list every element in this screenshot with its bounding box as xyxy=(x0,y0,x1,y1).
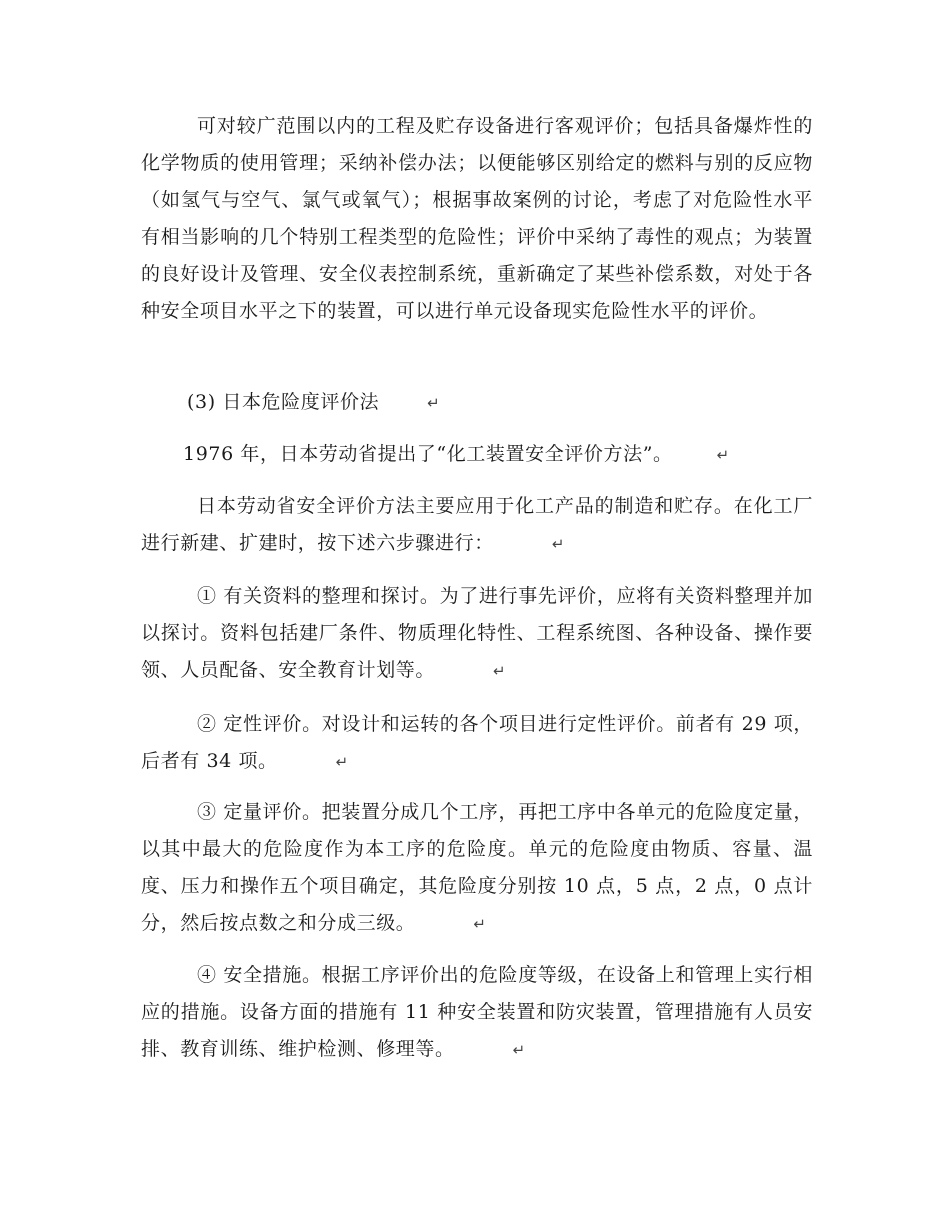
paragraph-text: ② 定性评价。对设计和运转的各个项目进行定性评价。前者有 29 项，后者有 34 项。 xyxy=(141,713,813,772)
paragraph-1976-method xyxy=(141,436,813,474)
paragraph-risk-evaluation-scope xyxy=(141,108,813,330)
paragraph-mark-icon: ↵ xyxy=(512,1041,526,1059)
paragraph-mark-icon: ↵ xyxy=(335,753,349,771)
paragraph-step-4 xyxy=(141,957,813,1069)
paragraph-text: 可对较广范围以内的工程及贮存设备进行客观评价；包括具备爆炸性的化学物质的使用管理；采纳补偿办法；以便能够区别给定的燃料与别的反应物（如氢气与空气、氯气或氧气）；根据事故案例的讨论，考虑了对危险性水平有相当影响的几个特别工程类型的危险性；评价中采纳了毒性的观点；为装置的良好设计及管理、安全仪表控制系统，重新确定了某些补偿系数，对处于各种安全项目水平之下的装置，可以进行单元设备现实危险性水平的评价。 xyxy=(141,115,813,322)
heading-japan-risk-method xyxy=(141,384,813,422)
paragraph-mark-icon: ↵ xyxy=(427,394,440,412)
paragraph-text: 日本劳动省安全评价方法主要应用于化工产品的制造和贮存。在化工厂进行新建、扩建时，按下述六步骤进行： xyxy=(141,495,813,554)
paragraph-text: ① 有关资料的整理和探讨。为了进行事先评价，应将有关资料整理并加以探讨。资料包括建厂条件、物质理化特性、工程系统图、各种设备、操作要领、人员配备、安全教育计划等。 xyxy=(141,585,813,681)
paragraph-mark-icon: ↵ xyxy=(716,446,730,464)
paragraph-text: ④ 安全措施。根据工序评价出的危险度等级，在设备上和管理上实行相应的措施。设备方面的措施有 11 种安全装置和防灾装置，管理措施有人员安排、教育训练、维护检测、修理等。 xyxy=(141,964,813,1060)
paragraph-six-steps-intro xyxy=(141,488,813,563)
heading-text: (3) 日本危险度评价法 xyxy=(187,391,380,413)
paragraph-step-3 xyxy=(141,794,813,943)
paragraph-step-2 xyxy=(141,706,813,781)
paragraph-step-1 xyxy=(141,578,813,690)
paragraph-mark-icon: ↵ xyxy=(493,662,506,680)
paragraph-text: ③ 定量评价。把装置分成几个工序，再把工序中各单元的危险度定量，以其中最大的危险度作为本工序的危险度。单元的危险度由物质、容量、温度、压力和操作五个项目确定，其危险度分别按 10 点，5 点，2 点，0 点计分，然后按点数之和分成三级。 xyxy=(141,801,813,934)
paragraph-mark-icon: ↵ xyxy=(551,535,565,553)
paragraph-mark-icon: ↵ xyxy=(473,915,486,933)
paragraph-text: 1976 年，日本劳动省提出了“化工装置安全评价方法”。 xyxy=(183,443,673,465)
